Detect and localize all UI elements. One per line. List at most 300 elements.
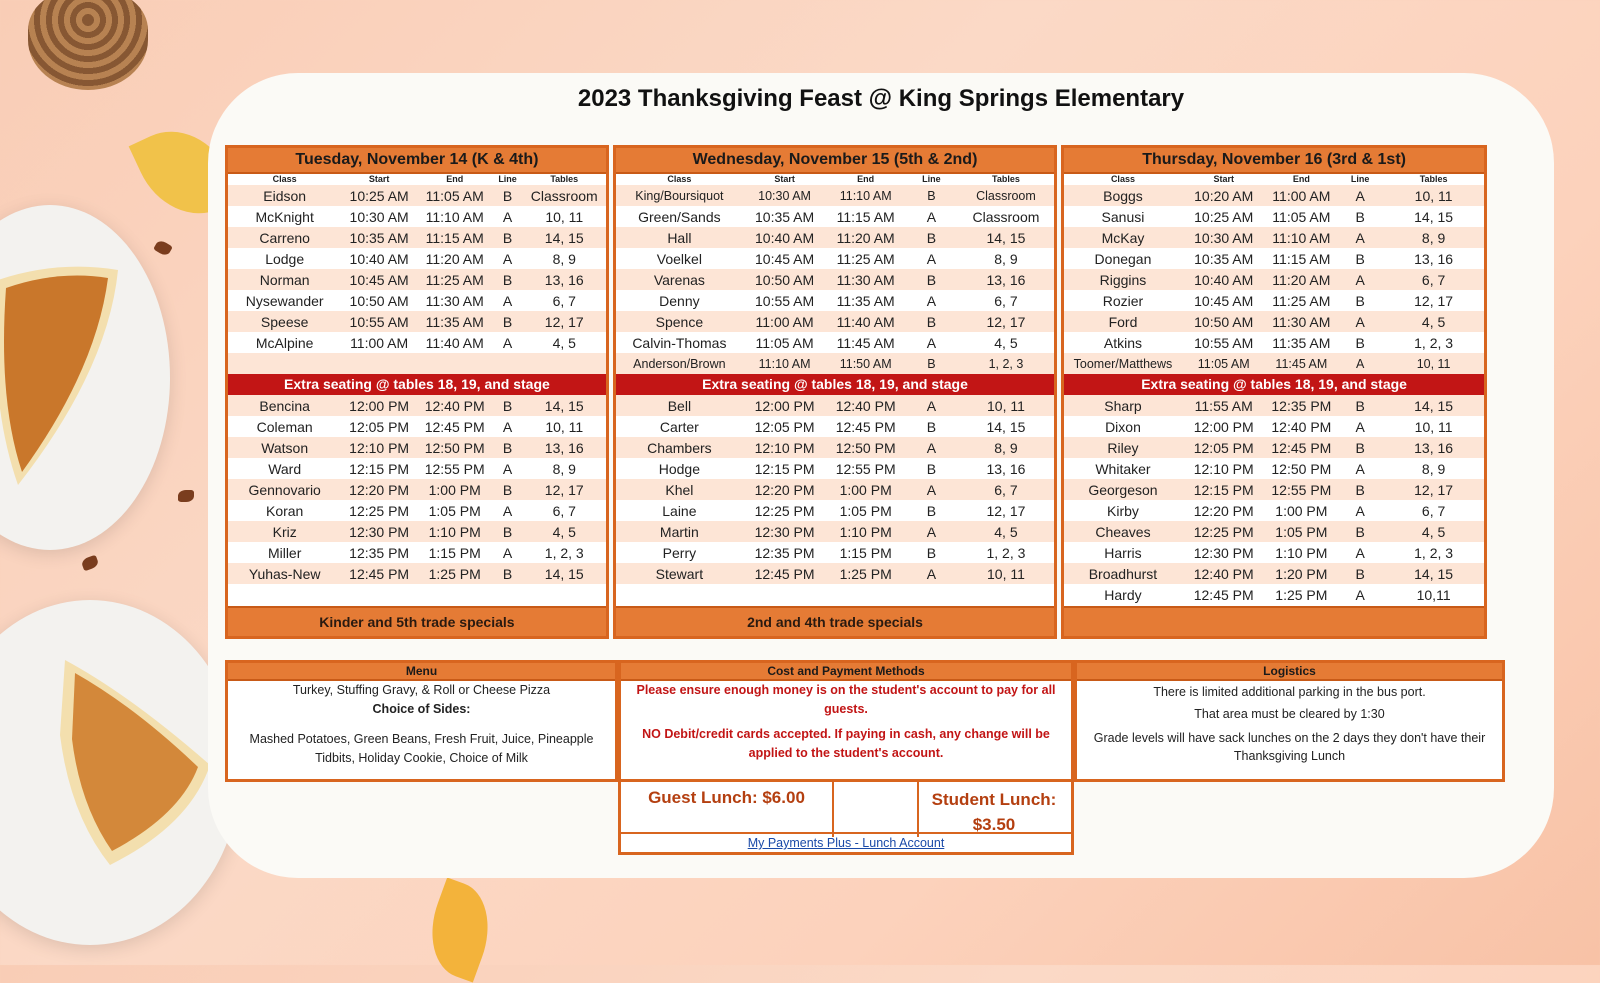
start-cell: 10:25 AM xyxy=(1194,208,1254,225)
class-cell: Harris xyxy=(1104,544,1142,561)
class-cell: McKay xyxy=(1064,227,1182,248)
line-cell: A xyxy=(905,479,958,500)
start-cell: 12:10 PM xyxy=(341,437,417,458)
class-cell: Atkins xyxy=(1103,334,1143,351)
start-cell xyxy=(743,584,826,605)
line-cell: B xyxy=(1355,292,1365,309)
start-cell: 12:00 PM xyxy=(1193,418,1254,435)
class-cell: Speese xyxy=(228,311,341,332)
line-cell: A xyxy=(926,292,937,309)
table-row xyxy=(228,563,606,584)
tables-cell: 8, 9 xyxy=(994,250,1018,267)
start-cell: 11:55 AM xyxy=(1182,395,1266,416)
payments-link[interactable]: My Payments Plus - Lunch Account xyxy=(621,832,1071,852)
table-row xyxy=(616,437,1054,458)
tables-cell: 13, 16 xyxy=(1414,250,1454,267)
line-cell: B xyxy=(1355,334,1365,351)
table-row xyxy=(616,248,1054,269)
day-heading: Tuesday, November 14 (K & 4th) xyxy=(228,148,606,174)
table-row xyxy=(1064,437,1484,458)
schedule-table xyxy=(228,395,606,605)
line-cell: B xyxy=(1355,208,1365,225)
end-cell: 11:25 AM xyxy=(417,269,493,290)
start-cell: 12:25 PM xyxy=(1182,521,1266,542)
class-cell: Bell xyxy=(616,395,743,416)
start-cell: 10:35 AM xyxy=(1194,250,1254,267)
table-row xyxy=(228,500,606,521)
line-cell: B xyxy=(926,418,937,435)
table-row xyxy=(1064,521,1484,542)
cost-note-payment: NO Debit/credit cards accepted. If paying in cash, any change will be applied to the student's account. xyxy=(642,727,1050,760)
start-cell: 10:45 AM xyxy=(1194,292,1254,309)
table-row xyxy=(228,479,606,500)
class-cell: Cheaves xyxy=(1064,521,1182,542)
table-row xyxy=(616,500,1054,521)
tables-cell: 4, 5 xyxy=(994,334,1018,351)
extra-seating-banner: Extra seating @ tables 18, 19, and stage xyxy=(616,374,1054,395)
tables-cell: 10, 11 xyxy=(1414,418,1453,435)
table-row xyxy=(616,416,1054,437)
table-row xyxy=(228,311,606,332)
column-header: Start xyxy=(774,174,795,184)
tables-cell: 14, 15 xyxy=(958,227,1054,248)
line-cell: A xyxy=(502,292,513,309)
column-header: Class xyxy=(1110,174,1135,184)
table-row xyxy=(616,395,1054,416)
table-row xyxy=(616,458,1054,479)
tables-cell: 4, 5 xyxy=(1383,521,1484,542)
column-header: Line xyxy=(1350,174,1370,184)
table-row xyxy=(1064,185,1484,206)
start-cell: 12:10 PM xyxy=(1193,460,1254,477)
class-cell: Chambers xyxy=(616,437,743,458)
column-header-row xyxy=(616,174,1054,185)
tables-cell: 1, 2, 3 xyxy=(958,353,1054,374)
table-row xyxy=(616,206,1054,227)
end-cell: 12:50 PM xyxy=(417,437,493,458)
tables-cell: 12, 17 xyxy=(1414,292,1454,309)
table-row xyxy=(1064,353,1484,374)
class-cell: Broadhurst xyxy=(1064,563,1182,584)
line-cell xyxy=(492,353,522,374)
tables-cell xyxy=(523,353,606,374)
tables-cell: Classroom xyxy=(523,185,606,206)
line-cell: B xyxy=(492,395,522,416)
start-cell: 12:05 PM xyxy=(1182,437,1266,458)
line-cell: B xyxy=(492,227,522,248)
line-cell: B xyxy=(492,563,522,584)
tables-cell: 8, 9 xyxy=(1383,227,1484,248)
end-cell: 12:55 PM xyxy=(1266,479,1337,500)
end-cell: 11:35 AM xyxy=(417,311,493,332)
table-row xyxy=(228,248,606,269)
column-header: Class xyxy=(272,174,297,184)
start-cell: 12:20 PM xyxy=(341,479,417,500)
table-row xyxy=(1064,542,1484,563)
start-cell: 12:20 PM xyxy=(743,479,826,500)
tables-cell: 1, 2, 3 xyxy=(1414,544,1454,561)
table-row xyxy=(228,185,606,206)
line-cell: A xyxy=(502,208,513,225)
tables-cell: 4, 5 xyxy=(552,334,576,351)
class-cell: Riley xyxy=(1064,437,1182,458)
tables-cell: 12, 17 xyxy=(523,479,606,500)
line-cell: B xyxy=(492,311,522,332)
class-cell: Watson xyxy=(228,437,341,458)
class-cell: Koran xyxy=(265,502,304,519)
start-cell: 12:45 PM xyxy=(1193,586,1254,603)
tables-cell: 10,11 xyxy=(1416,586,1451,603)
start-cell: 10:40 AM xyxy=(743,227,826,248)
tables-cell: 14, 15 xyxy=(986,418,1026,435)
end-cell: 11:20 AM xyxy=(1266,269,1337,290)
start-cell: 10:50 AM xyxy=(743,269,826,290)
end-cell: 11:45 AM xyxy=(836,334,895,351)
class-cell: Eidson xyxy=(228,185,341,206)
line-cell: B xyxy=(905,269,958,290)
start-cell: 12:15 PM xyxy=(1182,479,1266,500)
line-cell: B xyxy=(492,437,522,458)
tables-cell: 6, 7 xyxy=(994,292,1018,309)
tables-cell: 1, 2, 3 xyxy=(986,544,1026,561)
seed-decoration xyxy=(178,490,194,502)
class-cell: Spence xyxy=(616,311,743,332)
table-row xyxy=(228,584,606,605)
table-row xyxy=(1064,416,1484,437)
start-cell: 11:10 AM xyxy=(743,353,826,374)
column-header: End xyxy=(1292,174,1310,184)
end-cell: 11:15 AM xyxy=(836,208,895,225)
tables-cell: 14, 15 xyxy=(523,395,606,416)
table-row xyxy=(1064,332,1484,353)
table-row xyxy=(1064,206,1484,227)
start-cell: 10:55 AM xyxy=(755,292,815,309)
end-cell: 1:15 PM xyxy=(428,544,481,561)
start-cell: 12:15 PM xyxy=(754,460,815,477)
tables-cell: 14, 15 xyxy=(1383,395,1484,416)
price-box xyxy=(618,779,1074,855)
end-cell: 1:00 PM xyxy=(826,479,905,500)
tables-cell: 13, 16 xyxy=(523,437,606,458)
table-row xyxy=(228,353,606,374)
schedule-table xyxy=(228,174,606,374)
line-cell: A xyxy=(502,334,513,351)
tables-cell xyxy=(958,584,1054,605)
class-cell: Hall xyxy=(616,227,743,248)
end-cell: 1:25 PM xyxy=(1275,586,1328,603)
table-row xyxy=(616,269,1054,290)
line-cell: A xyxy=(1355,586,1365,603)
line-cell: B xyxy=(926,460,937,477)
table-row xyxy=(228,437,606,458)
class-cell: Varenas xyxy=(616,269,743,290)
table-row xyxy=(1064,584,1484,605)
end-cell: 1:25 PM xyxy=(417,563,493,584)
class-cell: Toomer/Matthews xyxy=(1064,353,1182,374)
tables-cell: 6, 7 xyxy=(1383,269,1484,290)
end-cell: 1:10 PM xyxy=(826,521,905,542)
class-cell xyxy=(228,353,341,374)
menu-box xyxy=(225,660,618,782)
line-cell: B xyxy=(1337,521,1383,542)
day-tuesday xyxy=(225,145,609,639)
start-cell: 12:25 PM xyxy=(754,502,815,519)
tables-cell: 6, 7 xyxy=(552,502,576,519)
end-cell: 11:10 AM xyxy=(425,208,484,225)
end-cell: 12:55 PM xyxy=(424,460,485,477)
price-spacer xyxy=(834,782,919,837)
column-header: End xyxy=(446,174,464,184)
tables-cell: 10, 11 xyxy=(958,563,1054,584)
table-row xyxy=(228,458,606,479)
end-cell: 12:50 PM xyxy=(1271,460,1332,477)
start-cell: 11:00 AM xyxy=(350,334,409,351)
table-row xyxy=(1064,500,1484,521)
pie-slice-image xyxy=(50,655,220,870)
tables-cell: 13, 16 xyxy=(1383,437,1484,458)
tables-cell: 1, 2, 3 xyxy=(544,544,584,561)
class-cell: Riggins xyxy=(1064,269,1182,290)
start-cell: 12:45 PM xyxy=(743,563,826,584)
line-cell: A xyxy=(926,250,937,267)
start-cell: 12:35 PM xyxy=(754,544,815,561)
line-cell: A xyxy=(502,502,513,519)
class-cell: Ward xyxy=(268,460,302,477)
tables-cell: 12, 17 xyxy=(986,502,1026,519)
start-cell: 10:40 AM xyxy=(1182,269,1266,290)
end-cell: 1:10 PM xyxy=(1275,544,1328,561)
table-row xyxy=(616,542,1054,563)
end-cell: 11:45 AM xyxy=(1266,353,1337,374)
logistics-heading: Logistics xyxy=(1077,663,1502,681)
table-row xyxy=(228,542,606,563)
tables-cell: 4, 5 xyxy=(523,521,606,542)
column-header-row xyxy=(1064,174,1484,185)
column-header: Tables xyxy=(992,174,1020,184)
class-cell: Hardy xyxy=(1104,586,1142,603)
end-cell: 11:10 AM xyxy=(826,185,905,206)
extra-seating-banner: Extra seating @ tables 18, 19, and stage xyxy=(1064,374,1484,395)
schedule-table xyxy=(616,395,1054,605)
line-cell: A xyxy=(1337,353,1383,374)
line-cell: A xyxy=(1337,311,1383,332)
tables-cell: 10, 11 xyxy=(1383,353,1484,374)
day-heading: Thursday, November 16 (3rd & 1st) xyxy=(1064,148,1484,174)
tables-cell: 8, 9 xyxy=(1421,460,1446,477)
class-cell: Martin xyxy=(616,521,743,542)
cost-heading: Cost and Payment Methods xyxy=(621,663,1071,681)
end-cell: 1:00 PM xyxy=(1275,502,1328,519)
class-cell xyxy=(616,584,743,605)
class-cell: McKnight xyxy=(255,208,314,225)
line-cell: A xyxy=(502,544,513,561)
line-cell: B xyxy=(926,502,937,519)
column-header: Line xyxy=(922,174,941,184)
day-wednesday xyxy=(613,145,1057,639)
pinecone-decoration xyxy=(28,0,148,90)
end-cell: 11:25 AM xyxy=(1272,292,1331,309)
end-cell: 12:35 PM xyxy=(1266,395,1337,416)
class-cell: Khel xyxy=(616,479,743,500)
end-cell: 12:40 PM xyxy=(1271,418,1332,435)
table-row xyxy=(1064,290,1484,311)
class-cell: Ford xyxy=(1064,311,1182,332)
line-cell xyxy=(905,584,958,605)
end-cell: 11:35 AM xyxy=(1272,334,1331,351)
tables-cell: Classroom xyxy=(972,208,1040,225)
tables-cell: 14, 15 xyxy=(523,563,606,584)
start-cell: 10:45 AM xyxy=(341,269,417,290)
class-cell: Boggs xyxy=(1064,185,1182,206)
end-cell: 11:00 AM xyxy=(1266,185,1337,206)
table-row xyxy=(616,332,1054,353)
table-row xyxy=(616,563,1054,584)
class-cell: Donegan xyxy=(1094,250,1152,267)
line-cell: B xyxy=(492,185,522,206)
table-row xyxy=(616,185,1054,206)
class-cell: McAlpine xyxy=(255,334,314,351)
extra-seating-banner: Extra seating @ tables 18, 19, and stage xyxy=(228,374,606,395)
start-cell: 10:30 AM xyxy=(349,208,409,225)
start-cell: 10:50 AM xyxy=(1182,311,1266,332)
table-row xyxy=(1064,395,1484,416)
start-cell: 10:55 AM xyxy=(341,311,417,332)
cost-note-balance: Please ensure enough money is on the student's account to pay for all guests. xyxy=(636,683,1056,716)
line-cell: B xyxy=(492,269,522,290)
day-thursday xyxy=(1061,145,1487,639)
line-cell: A xyxy=(926,334,937,351)
cost-box xyxy=(618,660,1074,782)
table-row xyxy=(616,521,1054,542)
end-cell: 1:15 PM xyxy=(839,544,892,561)
table-row xyxy=(1064,227,1484,248)
start-cell: 12:00 PM xyxy=(743,395,826,416)
class-cell: Anderson/Brown xyxy=(616,353,743,374)
logistics-box xyxy=(1074,660,1505,782)
start-cell: 10:35 AM xyxy=(755,208,815,225)
column-header: Class xyxy=(667,174,692,184)
tables-cell: Classroom xyxy=(958,185,1054,206)
start-cell: 12:45 PM xyxy=(341,563,417,584)
end-cell: 12:45 PM xyxy=(835,418,896,435)
class-cell: Carreno xyxy=(228,227,341,248)
start-cell: 10:30 AM xyxy=(1182,227,1266,248)
column-header: Tables xyxy=(550,174,579,184)
schedule-table xyxy=(1064,174,1484,374)
table-row xyxy=(616,290,1054,311)
tables-cell: 10, 11 xyxy=(958,395,1054,416)
logistics-parking: There is limited additional parking in the bus port. xyxy=(1153,685,1426,699)
end-cell xyxy=(417,353,493,374)
start-cell: 10:45 AM xyxy=(755,250,815,267)
column-header: Start xyxy=(1213,174,1234,184)
start-cell: 12:05 PM xyxy=(754,418,815,435)
end-cell: 11:10 AM xyxy=(1266,227,1337,248)
menu-sides: Mashed Potatoes, Green Beans, Fresh Fruit, Juice, Pineapple Tidbits, Holiday Cookie, Choice of Milk xyxy=(249,732,594,765)
line-cell: A xyxy=(905,521,958,542)
tables-cell xyxy=(523,584,606,605)
table-row xyxy=(616,311,1054,332)
line-cell xyxy=(492,584,522,605)
tables-cell: 12, 17 xyxy=(958,311,1054,332)
tables-cell: 12, 17 xyxy=(523,311,606,332)
class-cell: Sanusi xyxy=(1101,208,1145,225)
class-cell: Yuhas-New xyxy=(228,563,341,584)
end-cell: 12:40 PM xyxy=(417,395,493,416)
class-cell: Green/Sands xyxy=(638,208,721,225)
end-cell: 11:50 AM xyxy=(826,353,905,374)
end-cell: 1:10 PM xyxy=(417,521,493,542)
class-cell: Denny xyxy=(659,292,700,309)
start-cell: 12:10 PM xyxy=(743,437,826,458)
class-cell: Georgeson xyxy=(1064,479,1182,500)
start-cell: 10:35 AM xyxy=(341,227,417,248)
class-cell: Coleman xyxy=(256,418,313,435)
start-cell: 12:35 PM xyxy=(349,544,410,561)
tables-cell: 12, 17 xyxy=(1383,479,1484,500)
tables-cell: 10, 11 xyxy=(545,418,584,435)
line-cell: B xyxy=(1337,395,1383,416)
line-cell: B xyxy=(1337,563,1383,584)
start-cell: 10:55 AM xyxy=(1194,334,1254,351)
class-cell: Voelkel xyxy=(656,250,702,267)
menu-heading: Menu xyxy=(228,663,615,681)
start-cell: 12:20 PM xyxy=(1193,502,1254,519)
end-cell: 11:35 AM xyxy=(836,292,895,309)
end-cell: 11:30 AM xyxy=(826,269,905,290)
start-cell: 12:25 PM xyxy=(349,502,410,519)
seed-decoration xyxy=(153,239,173,257)
line-cell: B xyxy=(492,479,522,500)
tables-cell: 14, 15 xyxy=(523,227,606,248)
start-cell: 11:00 AM xyxy=(743,311,826,332)
class-cell: Nysewander xyxy=(245,292,324,309)
pie-slice-image xyxy=(0,250,128,490)
start-cell: 12:00 PM xyxy=(341,395,417,416)
column-header-row xyxy=(228,174,606,185)
end-cell: 12:45 PM xyxy=(1266,437,1337,458)
start-cell: 11:05 AM xyxy=(755,334,814,351)
table-row xyxy=(1064,311,1484,332)
class-cell: Calvin-Thomas xyxy=(632,334,727,351)
start-cell: 12:30 PM xyxy=(1193,544,1254,561)
line-cell: B xyxy=(1337,479,1383,500)
start-cell: 10:30 AM xyxy=(743,185,826,206)
table-row xyxy=(1064,248,1484,269)
tables-cell: 4, 5 xyxy=(958,521,1054,542)
end-cell: 11:25 AM xyxy=(836,250,895,267)
class-cell: Whitaker xyxy=(1095,460,1151,477)
start-cell: 12:30 PM xyxy=(743,521,826,542)
column-header: Tables xyxy=(1419,174,1448,184)
class-cell: Rozier xyxy=(1102,292,1144,309)
student-lunch-price: Student Lunch: $3.50 xyxy=(931,790,1057,834)
class-cell: Dixon xyxy=(1105,418,1141,435)
class-cell: Kirby xyxy=(1107,502,1139,519)
line-cell: A xyxy=(1337,269,1383,290)
flyer-card xyxy=(208,73,1554,878)
tables-cell: 14, 15 xyxy=(1414,208,1454,225)
end-cell: 11:20 AM xyxy=(826,227,905,248)
column-header: Line xyxy=(498,174,517,184)
line-cell: A xyxy=(1355,502,1365,519)
end-cell: 1:05 PM xyxy=(1266,521,1337,542)
start-cell: 10:40 AM xyxy=(349,250,409,267)
line-cell: A xyxy=(905,437,958,458)
line-cell: B xyxy=(905,227,958,248)
tables-cell: 6, 7 xyxy=(1421,502,1446,519)
line-cell: A xyxy=(905,395,958,416)
